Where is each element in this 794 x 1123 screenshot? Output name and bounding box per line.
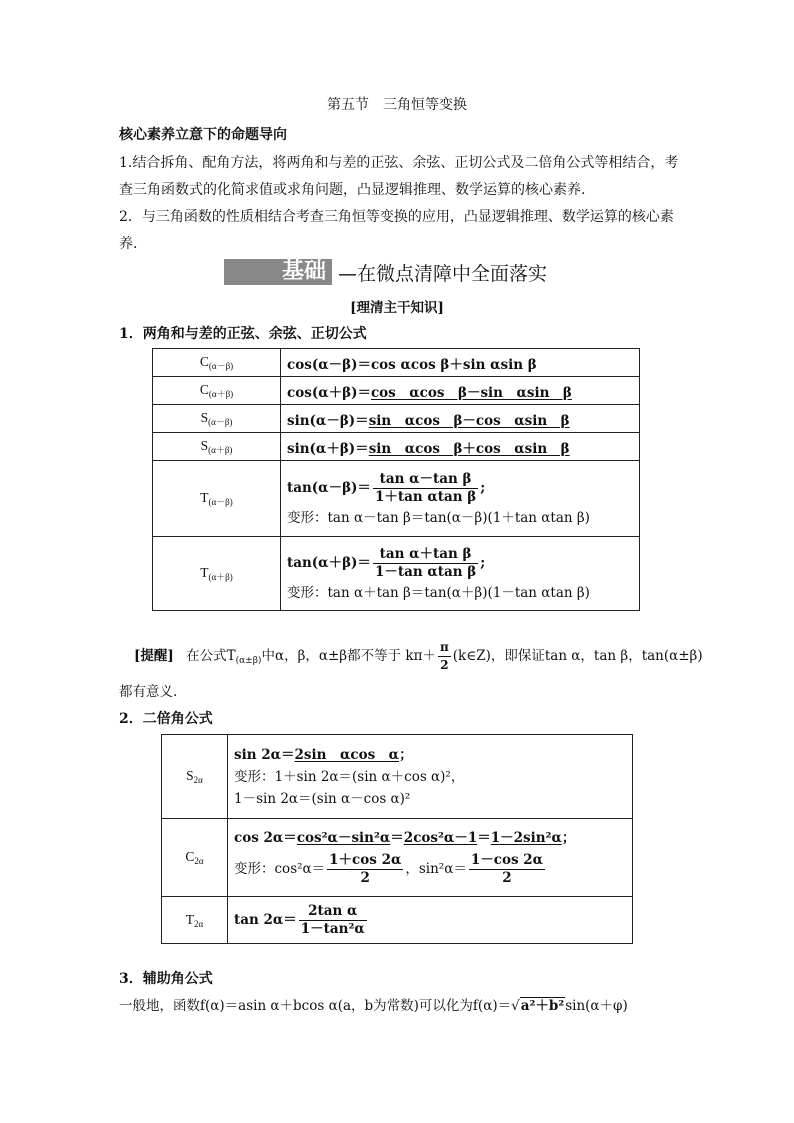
formula-name: $C_{2\alpha}$ [162,819,228,897]
formula-name: $T_{(\alpha+\beta)}$ [153,537,281,611]
tip-text: 在公式T [186,648,236,664]
tip-text: kπ＋ [405,648,436,664]
table-row [153,349,640,377]
tip-text: 中α，β，α±β都不等于 [261,648,402,664]
section2-title: 2．二倍角公式 [119,711,213,727]
formula-body: sin(α＋β)＝sin αcos β＋cos αsin β [281,433,640,461]
formula-name: $S_{(\alpha-\beta)}$ [153,405,281,433]
formula-body: sin 2α＝2sin αcos α； 变形：1＋sin 2α＝(sin α＋cos α)²， 1－sin 2α＝(sin α－cos α)² [228,735,633,819]
tip-text: (k∈Z)，即保证tan α，tan β，tan(α±β) [452,648,703,664]
formula-body: cos(α－β)＝cos αcos β＋sin αsin β [281,349,640,377]
core-heading: 核心素养立意下的命题导向 [119,127,287,143]
core-paragraph-1-line-1: 1.结合拆角、配角方法，将两角和与差的正弦、余弦、正切公式及二倍角公式等相结合，考 [119,155,679,171]
section1-title: 1．两角和与差的正弦、余弦、正切公式 [119,326,367,342]
section3-text-pre: 一般地，函数f(α)＝asin α＋bcos α(a，b为常数)可以化为f(α)＝ [119,998,512,1014]
table-row [162,819,633,897]
tip-line-2: 都有意义. [119,684,178,700]
formula-name: $S_{2\alpha}$ [162,735,228,819]
section3-root: a²＋b² [520,998,565,1014]
basics-banner [224,258,547,286]
core-paragraph-1-line-2: 查三角函数式的化简求值或求角问题，凸显逻辑推理、数学运算的核心素养. [119,182,586,198]
tip-label: [提醒] [134,648,174,664]
banner-word: 基础 [282,259,332,285]
section3-title: 3．辅助角公式 [119,971,213,987]
table-row [153,433,640,461]
subheading: [理清主干知识] [350,300,444,316]
tip-sub: (α±β) [235,656,262,666]
section3-text: 一般地，函数f(α)＝asin α＋bcos α(a，b为常数)可以化为f(α)＝√a²＋b²sin(α＋φ) [119,998,628,1014]
formula-name: $S_{(\alpha+\beta)}$ [153,433,281,461]
sum-difference-table [152,348,640,611]
banner-rest: —在微点清障中全面落实 [338,262,548,285]
formula-body: cos 2α＝cos²α－sin²α＝2cos²α－1＝1－2sin²α； 变形：cos²α＝ $\frac{1+\cos 2\alpha}{2}$ ，sin²α＝ $\frac{1-\cos 2\alpha}{2}$ [228,819,633,897]
page-title: 第五节 三角恒等变换 [327,97,467,113]
formula-name: $T_{(\alpha-\beta)}$ [153,461,281,537]
double-angle-table [161,734,633,944]
tip-line-1: [提醒] 在公式$T_{(\alpha\pm\beta)}$中α，β，α±β都不等于 kπ＋ $\frac{\pi}{2}$ (k∈Z)，即保证tan α，tan β，tan(α±β) [134,640,703,672]
section3-text-post: sin(α＋φ) [565,998,628,1014]
formula-body: tan(α－β)＝ $\frac{\text{tan α－tan β}}{\text{1＋tan αtan β}}$ ; 变形：tan α－tan β＝tan(α－β)(1＋tan αtan β) [281,461,640,537]
formula-body: tan 2α＝ $\frac{\text{2tan α}}{\text{1－tan²α}}$ [228,897,633,944]
formula-body: sin(α－β)＝sin αcos β－cos αsin β [281,405,640,433]
formula-name: $C_{(\alpha+\beta)}$ [153,377,281,405]
table-row [162,897,633,944]
formula-body: cos(α＋β)＝cos αcos β－sin αsin β [281,377,640,405]
table-row [162,735,633,819]
formula-name: $C_{(\alpha-\beta)}$ [153,349,281,377]
table-row [153,461,640,537]
core-paragraph-2-line-2: 养. [119,236,138,252]
table-row [153,405,640,433]
core-paragraph-2-line-1: 2．与三角函数的性质相结合考查三角恒等变换的应用，凸显逻辑推理、数学运算的核心素 [119,209,674,225]
formula-body: tan(α＋β)＝ $\frac{\text{tan α＋tan β}}{\text{1－tan αtan β}}$ ; 变形：tan α＋tan β＝tan(α＋β)(1－tan αtan β) [281,537,640,611]
formula-name: $T_{2\alpha}$ [162,897,228,944]
table-row [153,537,640,611]
banner-bar [224,259,282,285]
table-row [153,377,640,405]
